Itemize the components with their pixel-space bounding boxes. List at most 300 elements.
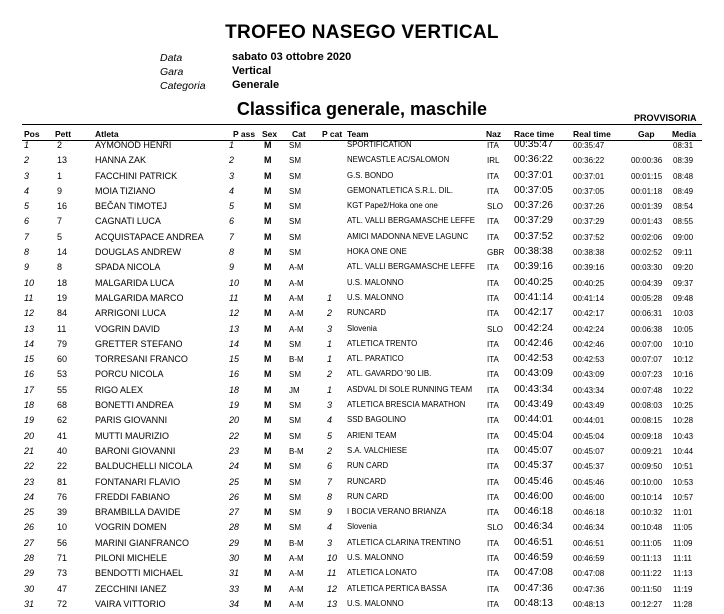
cell-nationality: ITA	[487, 508, 499, 518]
cell-race-time: 00:42:17	[514, 307, 553, 319]
cell-team: Slovenia	[347, 522, 377, 532]
cell-category: SM	[289, 477, 301, 487]
cell-bib-number: 68	[57, 400, 68, 411]
cell-bib-number: 22	[57, 461, 68, 472]
cell-real-time: 00:36:22	[573, 156, 605, 166]
cell-race-time: 00:42:53	[514, 353, 553, 365]
cell-pace: 10:28	[673, 416, 694, 426]
cell-race-time: 00:45:04	[514, 429, 553, 441]
cell-nationality: ITA	[487, 385, 499, 395]
cell-sex: M	[264, 491, 272, 502]
cell-nationality: ITA	[487, 370, 499, 380]
cell-category: SM	[289, 232, 301, 242]
cell-pace: 10:57	[673, 492, 694, 502]
cell-overall-place: 18	[229, 384, 240, 395]
ranking-subtitle: Classifica generale, maschile	[236, 99, 488, 119]
cell-overall-place: 27	[229, 507, 240, 518]
cell-category-place: 13	[327, 598, 338, 609]
table-row	[0, 369, 724, 384]
cell-nationality: ITA	[487, 538, 499, 548]
cell-real-time: 00:46:34	[573, 523, 605, 533]
table-row	[0, 415, 724, 430]
cell-team: U.S. MALONNO	[347, 553, 404, 563]
table-row	[0, 308, 724, 323]
cell-real-time: 00:47:08	[573, 569, 605, 579]
cell-nationality: ITA	[487, 293, 499, 303]
cell-gap: 00:10:48	[631, 523, 663, 533]
cell-nationality: ITA	[487, 584, 499, 594]
cell-team: RUN CARD	[347, 461, 389, 471]
cell-overall-place: 23	[229, 445, 240, 456]
cell-nationality: ITA	[487, 232, 499, 242]
header-media: Media	[672, 129, 697, 139]
cell-sex: M	[264, 445, 272, 456]
cell-race-time: 00:43:49	[514, 399, 553, 411]
cell-athlete-name: FREDDI FABIANO	[95, 491, 171, 502]
cell-race-time: 00:45:07	[514, 444, 553, 456]
cell-overall-place: 6	[229, 216, 235, 227]
cell-gap: 00:10:14	[631, 492, 663, 502]
cell-team: ARIENI TEAM	[347, 430, 397, 440]
cell-category-place: 10	[327, 553, 338, 564]
cell-overall-place: 13	[229, 323, 240, 334]
cell-sex: M	[264, 155, 272, 166]
cell-nationality: ITA	[487, 492, 499, 502]
cell-gap: 00:04:39	[631, 278, 663, 288]
cell-nationality: ITA	[487, 554, 499, 564]
header-race-time: Race time	[514, 129, 555, 139]
cell-category: A-M	[289, 263, 304, 273]
cell-sex: M	[264, 430, 272, 441]
cell-gap: 00:08:03	[631, 401, 663, 411]
cell-category: JM	[289, 385, 300, 395]
cell-position: 18	[24, 400, 35, 411]
cell-bib-number: 39	[57, 507, 68, 518]
cell-race-time: 00:42:24	[514, 322, 553, 334]
cell-athlete-name: AYMONOD HENRI	[95, 140, 172, 150]
cell-sex: M	[264, 583, 272, 594]
cell-race-time: 00:46:34	[514, 521, 553, 533]
cell-category-place: 1	[327, 384, 333, 395]
table-row	[0, 446, 724, 461]
cell-athlete-name: MARINI GIANFRANCO	[95, 537, 190, 548]
cell-real-time: 00:45:07	[573, 446, 605, 456]
cell-category: SM	[289, 462, 301, 472]
meta-label-date: Data	[160, 52, 183, 64]
header-naz: Naz	[486, 129, 502, 139]
header-atleta: Atleta	[95, 129, 119, 139]
cell-bib-number: 19	[57, 292, 68, 303]
cell-team: U.S. MALONNO	[347, 292, 404, 302]
cell-gap: 00:07:00	[631, 339, 663, 349]
cell-position: 24	[24, 491, 35, 502]
cell-position: 5	[24, 201, 30, 212]
cell-race-time: 00:47:08	[514, 567, 553, 579]
cell-category: A-M	[289, 293, 304, 303]
cell-pace: 10:53	[673, 477, 694, 487]
cell-nationality: ITA	[487, 263, 499, 273]
cell-overall-place: 22	[229, 430, 240, 441]
cell-team: U.S. MALONNO	[347, 598, 404, 608]
cell-category-place: 4	[327, 522, 333, 533]
cell-sex: M	[264, 262, 272, 273]
cell-athlete-name: BONETTI ANDREA	[95, 400, 174, 411]
cell-bib-number: 72	[57, 598, 68, 609]
cell-gap: 00:09:50	[631, 462, 663, 472]
table-row	[0, 324, 724, 339]
cell-nationality: ITA	[487, 217, 499, 227]
cell-bib-number: 16	[57, 201, 68, 212]
cell-pace: 10:44	[673, 446, 694, 456]
cell-sex: M	[264, 537, 272, 548]
cell-category: A-M	[289, 584, 304, 594]
cell-team: AMICI MADONNA NEVE LAGUNC	[347, 231, 469, 241]
table-row	[0, 339, 724, 354]
cell-category: SM	[289, 431, 301, 441]
cell-position: 29	[24, 568, 35, 579]
cell-position: 6	[24, 216, 30, 227]
table-row	[0, 507, 724, 522]
cell-bib-number: 18	[57, 277, 68, 288]
cell-sex: M	[264, 553, 272, 564]
cell-team: NEWCASTLE AC/SALOMON	[347, 155, 450, 165]
table-row	[0, 400, 724, 415]
cell-nationality: GBR	[487, 248, 505, 258]
cell-category: B-M	[289, 355, 304, 365]
cell-nationality: SLO	[487, 324, 504, 334]
cell-position: 3	[24, 170, 30, 181]
table-row	[0, 431, 724, 446]
cell-nationality: SLO	[487, 523, 504, 533]
cell-bib-number: 60	[57, 354, 68, 365]
cell-category-place: 2	[327, 445, 333, 456]
cell-pace: 11:13	[673, 569, 693, 579]
cell-overall-place: 9	[229, 262, 235, 273]
cell-sex: M	[264, 522, 272, 533]
cell-position: 11	[24, 292, 34, 303]
cell-category-place: 3	[327, 323, 333, 334]
cell-position: 20	[24, 430, 35, 441]
header-pcat: P cat	[322, 129, 343, 139]
cell-category-place: 2	[327, 308, 333, 319]
cell-position: 2	[24, 155, 30, 166]
cell-sex: M	[264, 170, 272, 181]
cell-athlete-name: TORRESANI FRANCO	[95, 354, 188, 365]
cell-gap: 00:09:18	[631, 431, 663, 441]
cell-overall-place: 3	[229, 170, 235, 181]
cell-team: ATLETICA LONATO	[347, 568, 417, 578]
cell-gap: 00:10:32	[631, 508, 663, 518]
cell-position: 8	[24, 247, 30, 258]
cell-race-time: 00:38:38	[514, 246, 553, 258]
cell-athlete-name: SPADA NICOLA	[95, 262, 161, 273]
cell-real-time: 00:46:51	[573, 538, 605, 548]
cell-pace: 11:05	[673, 523, 693, 533]
cell-race-time: 00:44:01	[514, 414, 553, 426]
cell-overall-place: 14	[229, 338, 240, 349]
cell-team: ATLETICA PERTICA BASSA	[347, 583, 447, 593]
table-row	[0, 155, 724, 170]
cell-category-place: 5	[327, 430, 333, 441]
header-pass: P ass	[233, 129, 256, 139]
cell-race-time: 00:46:00	[514, 490, 553, 502]
cell-position: 21	[24, 445, 35, 456]
cell-pace: 10:03	[673, 309, 694, 319]
cell-category-place: 1	[327, 354, 333, 365]
cell-pace: 09:20	[673, 263, 694, 273]
cell-overall-place: 24	[229, 461, 240, 472]
table-row	[0, 522, 724, 537]
cell-overall-place: 20	[229, 415, 240, 426]
cell-pace: 08:54	[673, 202, 694, 212]
cell-gap: 00:07:23	[631, 370, 663, 380]
cell-nationality: ITA	[487, 569, 499, 579]
cell-bib-number: 7	[57, 216, 63, 227]
cell-nationality: ITA	[487, 171, 499, 181]
cell-team: ATLETICA TRENTO	[347, 338, 418, 348]
meta-label-category: Categoria	[160, 80, 206, 92]
cell-athlete-name: GRETTER STEFANO	[95, 338, 183, 349]
cell-category-place: 9	[327, 507, 333, 518]
cell-gap: 00:11:22	[631, 569, 662, 579]
cell-real-time: 00:47:36	[573, 584, 605, 594]
cell-real-time: 00:37:52	[573, 232, 605, 242]
cell-sex: M	[264, 308, 272, 319]
cell-team: Slovenia	[347, 323, 377, 333]
cell-category: SM	[289, 217, 301, 227]
cell-overall-place: 16	[229, 369, 240, 380]
cell-team: HOKA ONE ONE	[347, 247, 407, 257]
cell-real-time: 00:43:09	[573, 370, 605, 380]
results-table-body	[0, 140, 724, 614]
cell-team: ATL. PARATICO	[347, 354, 404, 364]
cell-sex: M	[264, 201, 272, 212]
cell-team: I BOCIA VERANO BRIANZA	[347, 507, 447, 517]
cell-real-time: 00:42:53	[573, 355, 605, 365]
cell-category-place: 3	[327, 537, 333, 548]
cell-position: 10	[24, 277, 35, 288]
cell-race-time: 00:36:22	[514, 154, 553, 166]
cell-team: ATLETICA BRESCIA MARATHON	[347, 400, 466, 410]
cell-category-place: 1	[327, 338, 333, 349]
cell-team: RUNCARD	[347, 308, 386, 318]
cell-category-place: 3	[327, 400, 333, 411]
cell-category: SM	[289, 141, 301, 150]
cell-gap: 00:11:50	[631, 584, 662, 594]
cell-sex: M	[264, 507, 272, 518]
cell-overall-place: 30	[229, 553, 240, 564]
cell-pace: 10:16	[673, 370, 694, 380]
cell-team: U.S. MALONNO	[347, 277, 404, 287]
cell-overall-place: 4	[229, 185, 235, 196]
cell-athlete-name: ACQUISTAPACE ANDREA	[95, 231, 204, 242]
cell-bib-number: 14	[57, 247, 68, 258]
cell-team: ATL. GAVARDO '90 LIB.	[347, 369, 432, 379]
cell-category: A-M	[289, 309, 304, 319]
cell-overall-place: 31	[229, 568, 240, 579]
table-row	[0, 477, 724, 492]
table-row	[0, 140, 724, 155]
cell-overall-place: 25	[229, 476, 240, 487]
header-top-rule	[22, 124, 702, 125]
cell-bib-number: 2	[57, 140, 63, 150]
cell-pace: 11:28	[673, 599, 693, 609]
cell-gap: 00:02:52	[631, 248, 663, 258]
table-row	[0, 278, 724, 293]
cell-pace: 08:31	[673, 141, 694, 150]
cell-race-time: 00:43:34	[514, 383, 553, 395]
cell-sex: M	[264, 185, 272, 196]
cell-athlete-name: MALGARIDA MARCO	[95, 292, 184, 303]
cell-real-time: 00:45:46	[573, 477, 605, 487]
cell-nationality: ITA	[487, 462, 499, 472]
cell-pace: 09:00	[673, 232, 694, 242]
cell-athlete-name: BEČAN TIMOTEJ	[95, 201, 167, 212]
cell-bib-number: 81	[57, 476, 68, 487]
table-row	[0, 568, 724, 583]
cell-position: 31	[24, 598, 35, 609]
cell-pace: 10:10	[673, 339, 694, 349]
cell-race-time: 00:41:14	[514, 291, 553, 303]
cell-nationality: IRL	[487, 156, 500, 166]
cell-bib-number: 84	[57, 308, 68, 319]
table-row	[0, 232, 724, 247]
cell-nationality: ITA	[487, 186, 499, 196]
cell-athlete-name: BARONI GIOVANNI	[95, 445, 176, 456]
table-row	[0, 599, 724, 614]
cell-category: SM	[289, 492, 301, 502]
cell-athlete-name: VAIRA VITTORIO	[95, 598, 166, 609]
cell-race-time: 00:37:26	[514, 200, 553, 212]
cell-gap: 00:01:39	[631, 202, 663, 212]
table-row	[0, 354, 724, 369]
cell-bib-number: 62	[57, 415, 68, 426]
cell-sex: M	[264, 247, 272, 258]
cell-real-time: 00:35:47	[573, 141, 605, 150]
cell-athlete-name: VOGRIN DAVID	[95, 323, 160, 334]
cell-athlete-name: PARIS GIOVANNI	[95, 415, 168, 426]
cell-pace: 08:39	[673, 156, 694, 166]
cell-athlete-name: BRAMBILLA DAVIDE	[95, 507, 181, 518]
cell-sex: M	[264, 384, 272, 395]
cell-athlete-name: PILONI MICHELE	[95, 553, 168, 564]
cell-team: ATL. VALLI BERGAMASCHE LEFFE	[347, 216, 475, 226]
cell-sex: M	[264, 277, 272, 288]
cell-category: SM	[289, 523, 301, 533]
cell-nationality: ITA	[487, 339, 499, 349]
cell-race-time: 00:46:59	[514, 552, 553, 564]
cell-position: 17	[24, 384, 35, 395]
table-row	[0, 201, 724, 216]
cell-nationality: ITA	[487, 401, 499, 411]
cell-team: KGT Papež/Hoka one one	[347, 201, 438, 211]
header-pos: Pos	[24, 129, 40, 139]
cell-overall-place: 12	[229, 308, 240, 319]
cell-gap: 00:07:07	[631, 355, 663, 365]
cell-category-place: 6	[327, 461, 333, 472]
cell-sex: M	[264, 476, 272, 487]
cell-bib-number: 53	[57, 369, 68, 380]
cell-position: 23	[24, 476, 35, 487]
cell-position: 26	[24, 522, 35, 533]
cell-sex: M	[264, 292, 272, 303]
cell-race-time: 00:42:46	[514, 337, 553, 349]
cell-bib-number: 10	[57, 522, 68, 533]
cell-gap: 00:01:43	[631, 217, 663, 227]
table-row	[0, 492, 724, 507]
cell-sex: M	[264, 415, 272, 426]
cell-race-time: 00:45:37	[514, 460, 553, 472]
cell-race-time: 00:37:05	[514, 184, 553, 196]
cell-bib-number: 79	[57, 338, 68, 349]
cell-race-time: 00:43:09	[514, 368, 553, 380]
cell-position: 9	[24, 262, 30, 273]
status-badge: PROVVISORIA	[634, 113, 697, 123]
cell-gap: 00:09:21	[631, 446, 663, 456]
cell-bib-number: 8	[57, 262, 63, 273]
cell-category: B-M	[289, 446, 304, 456]
cell-bib-number: 40	[57, 445, 68, 456]
cell-real-time: 00:37:29	[573, 217, 605, 227]
cell-athlete-name: MOIA TIZIANO	[95, 185, 156, 196]
cell-gap: 00:07:48	[631, 385, 663, 395]
cell-overall-place: 11	[229, 292, 239, 303]
cell-position: 1	[24, 140, 30, 150]
cell-position: 4	[24, 185, 30, 196]
cell-sex: M	[264, 369, 272, 380]
cell-nationality: ITA	[487, 446, 499, 456]
cell-team: ATL. VALLI BERGAMASCHE LEFFE	[347, 262, 475, 272]
cell-race-time: 00:37:29	[514, 215, 553, 227]
cell-pace: 11:09	[673, 538, 693, 548]
cell-gap: 00:11:13	[631, 554, 662, 564]
cell-bib-number: 56	[57, 537, 68, 548]
header-gap: Gap	[638, 129, 655, 139]
cell-category: SM	[289, 401, 301, 411]
cell-athlete-name: FONTANARI FLAVIO	[95, 476, 181, 487]
cell-category: SM	[289, 416, 301, 426]
cell-bib-number: 76	[57, 491, 68, 502]
table-row	[0, 171, 724, 186]
cell-position: 30	[24, 583, 35, 594]
cell-sex: M	[264, 216, 272, 227]
cell-nationality: ITA	[487, 309, 499, 319]
table-row	[0, 293, 724, 308]
cell-race-time: 00:48:13	[514, 597, 553, 609]
cell-overall-place: 8	[229, 247, 235, 258]
cell-bib-number: 47	[57, 583, 68, 594]
cell-overall-place: 15	[229, 354, 240, 365]
cell-overall-place: 5	[229, 201, 235, 212]
cell-real-time: 00:46:00	[573, 492, 605, 502]
table-row	[0, 385, 724, 400]
cell-sex: M	[264, 461, 272, 472]
cell-overall-place: 34	[229, 598, 240, 609]
cell-category: SM	[289, 248, 301, 258]
cell-race-time: 00:39:16	[514, 261, 553, 273]
cell-sex: M	[264, 400, 272, 411]
cell-pace: 09:37	[673, 278, 694, 288]
cell-sex: M	[264, 598, 272, 609]
cell-athlete-name: BENDOTTI MICHAEL	[95, 568, 184, 579]
cell-race-time: 00:45:46	[514, 475, 553, 487]
cell-pace: 11:19	[673, 584, 693, 594]
cell-athlete-name: ZECCHINI IANEZ	[95, 583, 167, 594]
cell-real-time: 00:43:49	[573, 401, 605, 411]
cell-category: A-M	[289, 278, 304, 288]
cell-race-time: 00:46:51	[514, 536, 553, 548]
cell-athlete-name: RIGO ALEX	[95, 384, 144, 395]
